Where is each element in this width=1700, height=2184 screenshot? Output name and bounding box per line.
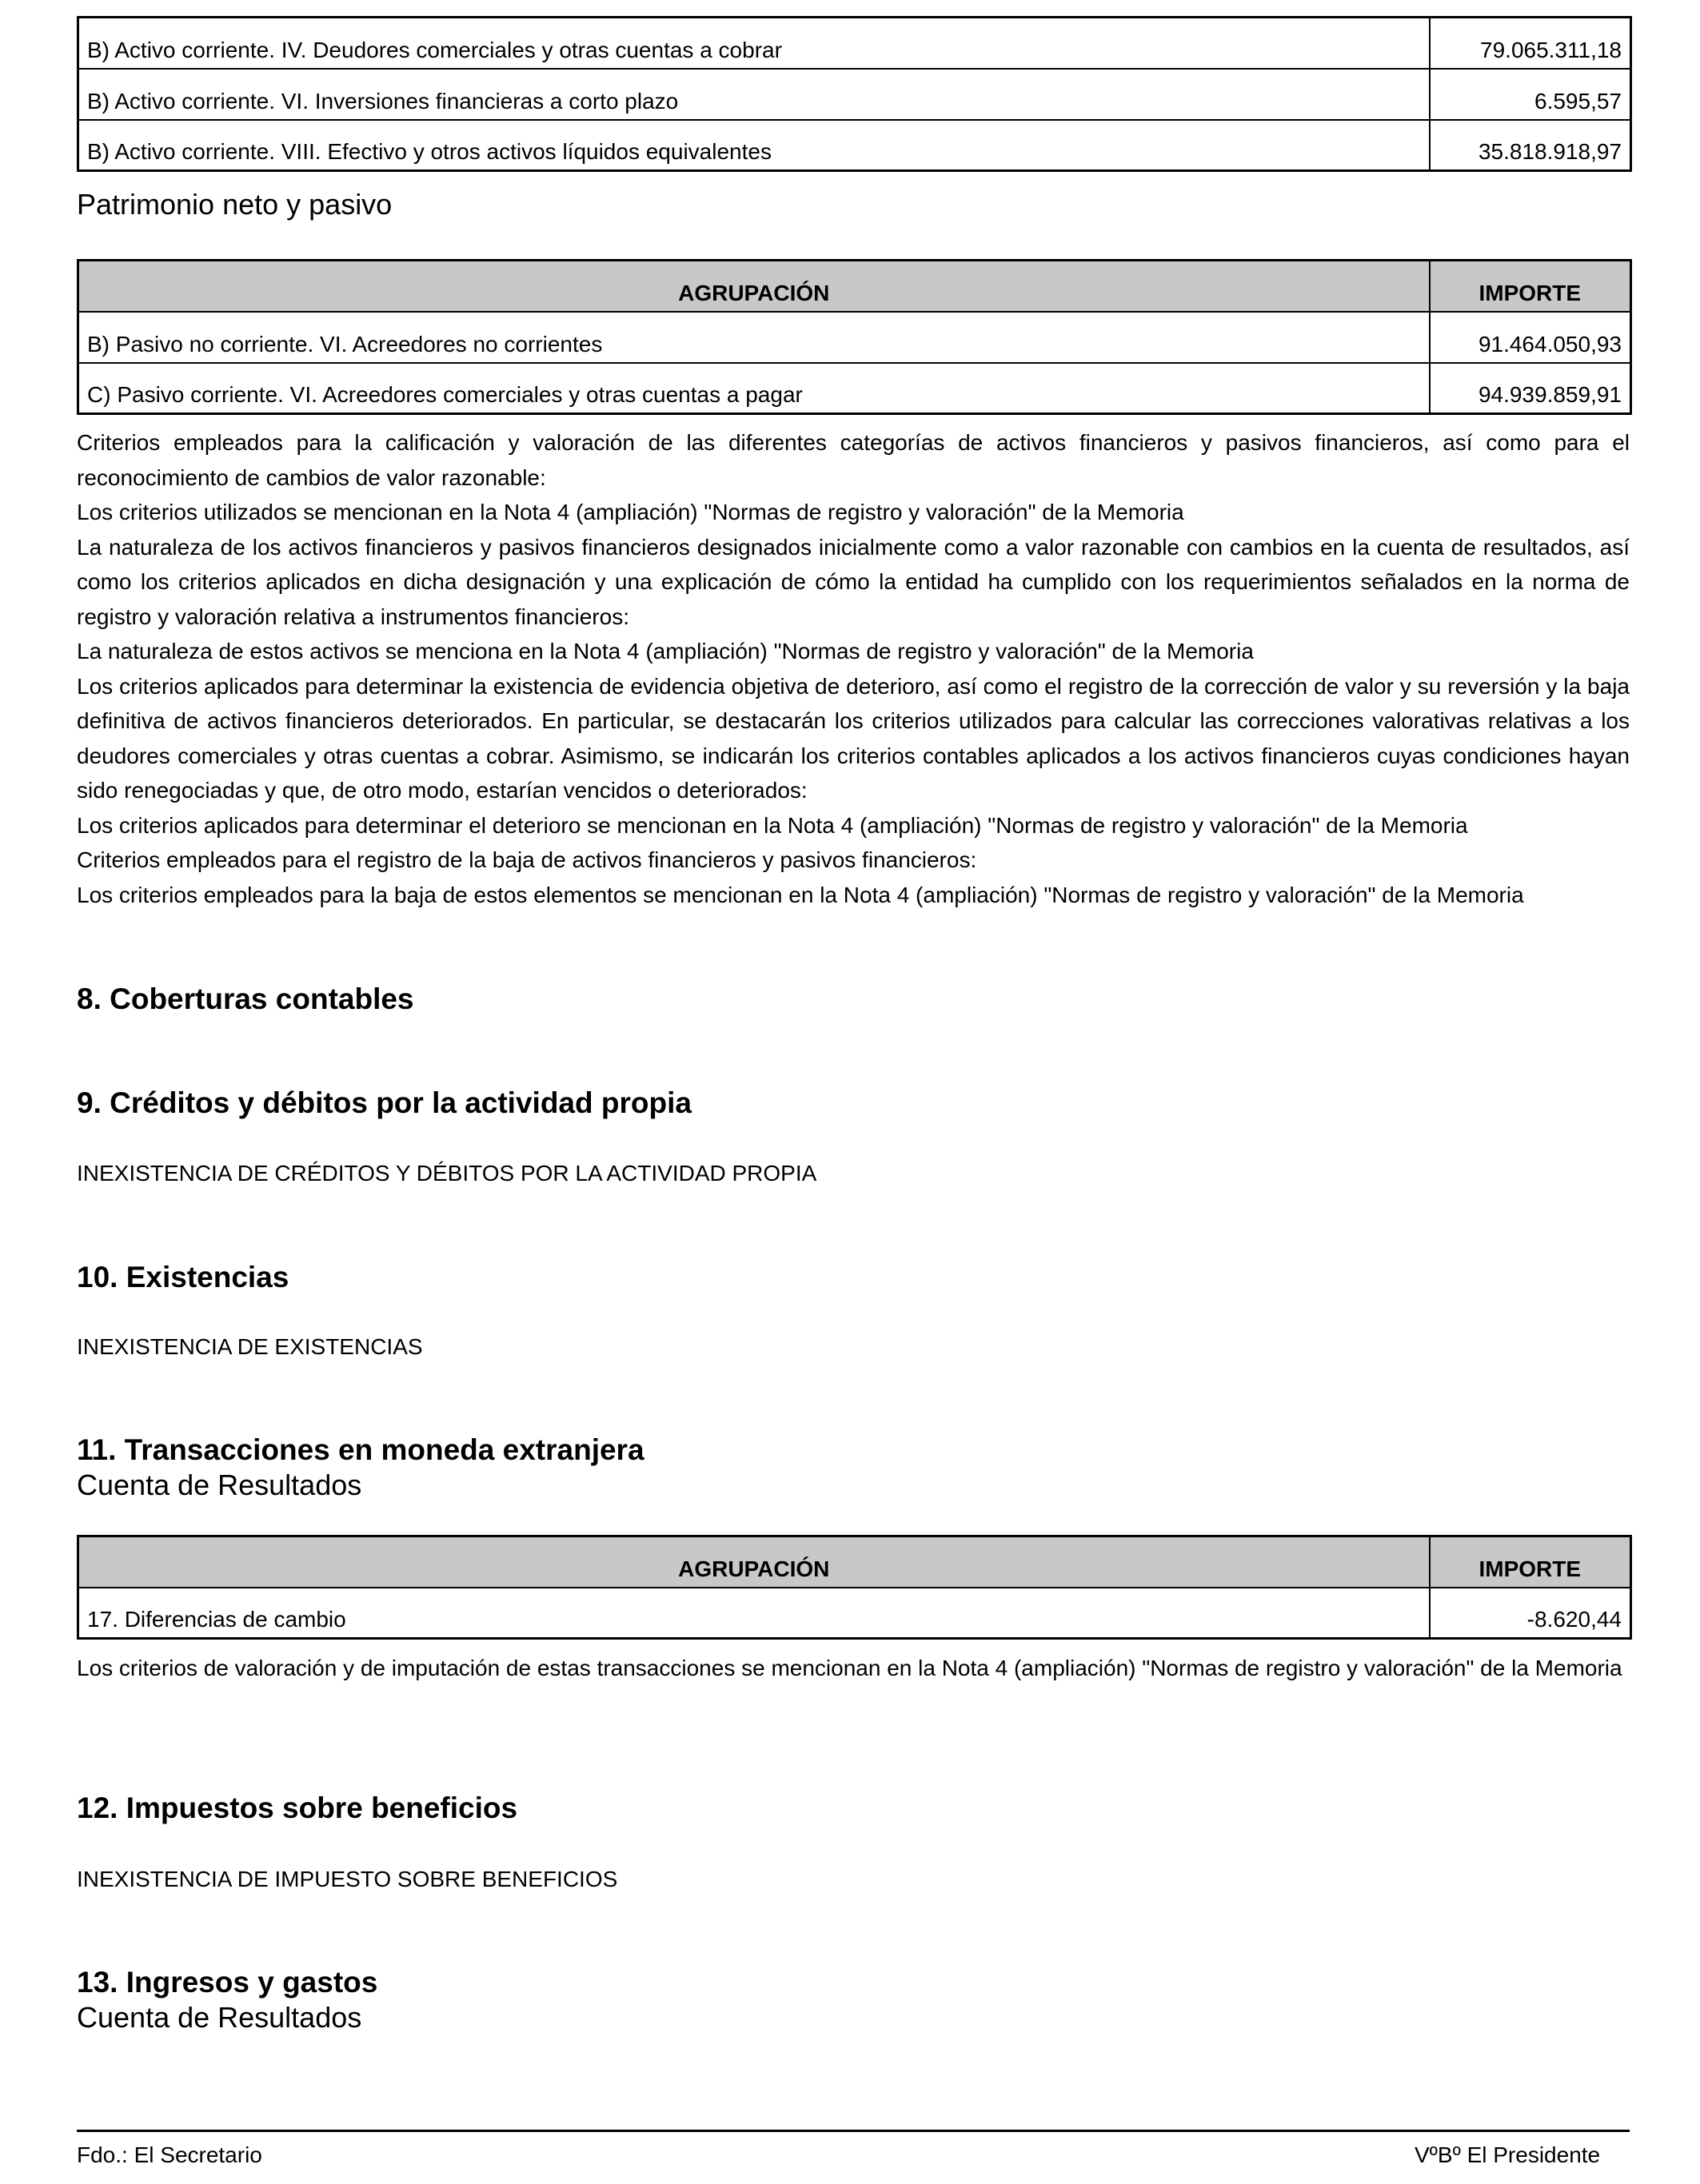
criteria-paragraph: Criterios empleados para la calificación y valoración de las diferentes categorías de activos financieros y pasivos financieros, así como para el reconocimiento de cambios de valor razonable: xyxy=(77,430,1630,490)
section-10-text-block xyxy=(77,1333,1630,1361)
header-agrupacion: AGRUPACIÓN xyxy=(78,1536,1430,1588)
table-header-row xyxy=(78,261,1631,312)
row-value: -8.620,44 xyxy=(1430,1588,1631,1639)
section-13 xyxy=(77,1965,1630,2035)
section-subtitle: Cuenta de Resultados xyxy=(77,1469,362,1501)
table-row xyxy=(78,18,1631,69)
row-value: 6.595,57 xyxy=(1430,69,1631,120)
section-title: 12. Impuestos sobre beneficios xyxy=(77,1791,518,1824)
row-value: 94.939.859,91 xyxy=(1430,363,1631,414)
row-label: B) Activo corriente. VIII. Efectivo y otros activos líquidos equivalentes xyxy=(78,120,1430,171)
row-value: 79.065.311,18 xyxy=(1430,18,1631,69)
table-row xyxy=(78,120,1631,171)
section-12 xyxy=(77,1791,1630,1826)
criteria-paragraph: Los criterios aplicados para determinar la existencia de evidencia objetiva de deterioro, así como el registro de la corrección de valor y su reversión y la baja definitiva de activos financieros deteriorados. En particular, se destacarán los criterios utilizados para calcular las correcciones valorativas relativas a los deudores comerciales y otras cuentas a cobrar. Asimismo, se indicarán los criterios contables aplicados a los activos financieros cuyas condiciones hayan sido renegociadas y que, de otro modo, estarían vencidos o deteriorados: xyxy=(77,673,1630,803)
criteria-paragraph: Criterios empleados para el registro de la baja de activos financieros y pasivos financieros: xyxy=(77,847,977,872)
row-label: B) Activo corriente. VI. Inversiones financieras a corto plazo xyxy=(78,69,1430,120)
criteria-paragraph: La naturaleza de los activos financieros y pasivos financieros designados inicialmente como a valor razonable con cambios en la cuenta de resultados, así como los criterios aplicados en dicha designación y una explicación de cómo la entidad ha cumplido con los requerimientos señalados en la norma de registro y valoración relativa a instrumentos financieros: xyxy=(77,534,1630,629)
table-row xyxy=(78,363,1631,414)
table-header-row xyxy=(78,1536,1631,1588)
section-8 xyxy=(77,982,1630,1017)
row-value: 91.464.050,93 xyxy=(1430,312,1631,363)
section-text: INEXISTENCIA DE IMPUESTO SOBRE BENEFICIOS xyxy=(77,1867,618,1891)
section-text: INEXISTENCIA DE CRÉDITOS Y DÉBITOS POR LA ACTIVIDAD PROPIA xyxy=(77,1161,817,1186)
section-title: 13. Ingresos y gastos xyxy=(77,1966,378,1999)
header-importe: IMPORTE xyxy=(1430,1536,1631,1588)
criteria-paragraph: La naturaleza de estos activos se menciona en la Nota 4 (ampliación) "Normas de registro y valoración" de la Memoria xyxy=(77,639,1254,664)
row-label: B) Pasivo no corriente. VI. Acreedores no corrientes xyxy=(78,312,1430,363)
footer-secretary: Fdo.: El Secretario xyxy=(77,2142,262,2167)
criteria-paragraph: Los criterios aplicados para determinar el deterioro se mencionan en la Nota 4 (ampliación) "Normas de registro y valoración" de la Memoria xyxy=(77,812,1468,838)
section-title: 10. Existencias xyxy=(77,1261,289,1293)
header-importe: IMPORTE xyxy=(1430,261,1631,312)
exchange-table xyxy=(77,1535,1632,1640)
liabilities-table xyxy=(77,259,1632,415)
footer-president: VºBº El Presidente xyxy=(1415,2142,1601,2167)
table-row xyxy=(78,312,1631,363)
section-11-note-block xyxy=(77,1651,1630,1686)
asset-table-block xyxy=(77,16,1630,172)
section-subtitle: Cuenta de Resultados xyxy=(77,2001,362,2034)
section-title: 9. Créditos y débitos por la actividad propia xyxy=(77,1086,692,1119)
section-note: Los criterios de valoración y de imputación de estas transacciones se mencionan en la Nota 4 (ampliación) "Normas de registro y valoración" de la Memoria xyxy=(77,1656,1622,1680)
liabilities-block xyxy=(77,187,1630,222)
liabilities-table-block xyxy=(77,259,1630,415)
section-text: INEXISTENCIA DE EXISTENCIAS xyxy=(77,1334,423,1359)
criteria-block xyxy=(77,425,1630,912)
section-title: 11. Transacciones en moneda extranjera xyxy=(77,1433,644,1466)
section-10 xyxy=(77,1260,1630,1295)
row-label: C) Pasivo corriente. VI. Acreedores comerciales y otras cuentas a pagar xyxy=(78,363,1430,414)
section-title: 8. Coberturas contables xyxy=(77,982,414,1015)
section-12-text-block xyxy=(77,1865,1630,1894)
criteria-paragraph: Los criterios utilizados se mencionan en la Nota 4 (ampliación) "Normas de registro y valoración" de la Memoria xyxy=(77,500,1184,524)
footer-divider xyxy=(77,2130,1630,2132)
row-label: B) Activo corriente. IV. Deudores comerciales y otras cuentas a cobrar xyxy=(78,18,1430,69)
section-9-text-block xyxy=(77,1159,1630,1188)
section-9 xyxy=(77,1086,1630,1121)
row-value: 35.818.918,97 xyxy=(1430,120,1631,171)
asset-table xyxy=(77,16,1632,172)
liabilities-title: Patrimonio neto y pasivo xyxy=(77,188,393,221)
section-11-table-block xyxy=(77,1535,1630,1640)
section-11 xyxy=(77,1433,1630,1503)
criteria-paragraph: Los criterios empleados para la baja de estos elementos se mencionan en la Nota 4 (ampliación) "Normas de registro y valoración" de la Memoria xyxy=(77,882,1524,907)
row-label: 17. Diferencias de cambio xyxy=(78,1588,1430,1639)
header-agrupacion: AGRUPACIÓN xyxy=(78,261,1430,312)
table-row xyxy=(78,1588,1631,1639)
table-row xyxy=(78,69,1631,120)
